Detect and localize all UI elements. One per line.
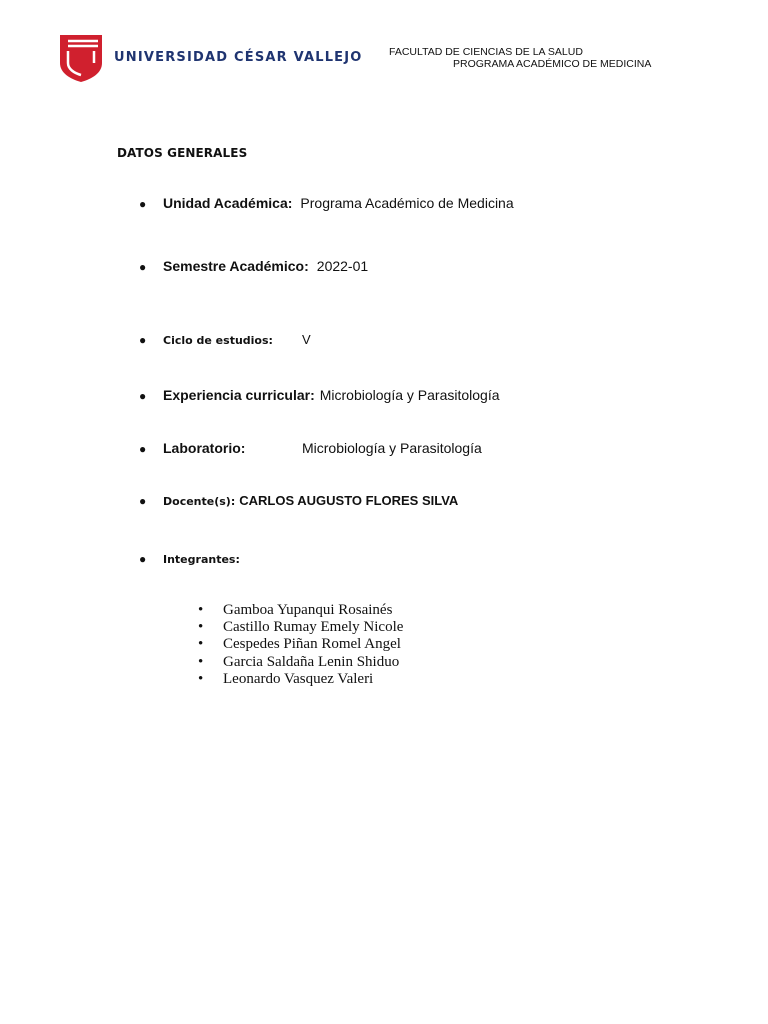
bullet-icon: ●	[139, 333, 147, 347]
field-label: Integrantes:	[163, 553, 240, 566]
field-label: Ciclo de estudios:	[163, 334, 273, 347]
member-name: Castillo Rumay Emely Nicole	[223, 619, 404, 636]
field-label: Semestre Académico:	[163, 258, 309, 274]
header-faculty-block	[389, 46, 651, 70]
field-value: 2022-01	[316, 258, 369, 274]
program-name: PROGRAMA ACADÉMICO DE MEDICINA	[453, 58, 652, 70]
field-value: Microbiología y Parasitología	[302, 440, 482, 456]
field-value: Microbiología y Parasitología	[319, 387, 500, 403]
field-value: CARLOS AUGUSTO FLORES SILVA	[239, 493, 459, 508]
faculty-name: FACULTAD DE CIENCIAS DE LA SALUD	[389, 46, 583, 58]
field-value: Programa Académico de Medicina	[300, 195, 514, 211]
list-item	[198, 619, 403, 636]
ucv-shield-icon	[58, 33, 104, 83]
field-laboratorio	[139, 440, 482, 456]
bullet-icon: ●	[139, 552, 147, 566]
field-label: Unidad Académica:	[163, 195, 293, 211]
bullet-icon: ●	[139, 260, 147, 274]
field-ciclo	[139, 332, 311, 347]
field-label: Experiencia curricular:	[163, 387, 315, 403]
member-name: Garcia Saldaña Lenin Shiduo	[223, 653, 400, 670]
members-list	[198, 602, 403, 688]
university-logo	[58, 33, 363, 83]
bullet-icon: •	[198, 670, 204, 687]
section-title: DATOS GENERALES	[117, 146, 248, 160]
bullet-icon: ●	[139, 494, 147, 508]
field-label: Docente(s):	[163, 495, 236, 508]
field-docente	[139, 493, 458, 508]
bullet-icon: ●	[139, 442, 147, 456]
bullet-icon: •	[198, 602, 204, 618]
field-experiencia	[139, 387, 500, 403]
bullet-icon: ●	[139, 197, 147, 211]
field-unidad	[139, 195, 514, 211]
field-integrantes	[139, 552, 240, 566]
member-name: Leonardo Vasquez Valeri	[223, 670, 374, 687]
field-value: V	[302, 332, 311, 347]
member-name: Gamboa Yupanqui Rosainés	[223, 602, 393, 618]
list-item	[198, 636, 403, 653]
list-item	[198, 602, 403, 619]
list-item	[198, 671, 403, 688]
bullet-icon: •	[198, 653, 204, 670]
list-item	[198, 654, 403, 671]
bullet-icon: ●	[139, 389, 147, 403]
bullet-icon: •	[198, 619, 204, 636]
field-semestre	[139, 258, 368, 274]
logo-text: UNIVERSIDAD CÉSAR VALLEJO	[114, 49, 363, 65]
field-label: Laboratorio:	[163, 440, 246, 456]
member-name: Cespedes Piñan Romel Angel	[223, 636, 401, 653]
bullet-icon: •	[198, 636, 204, 653]
